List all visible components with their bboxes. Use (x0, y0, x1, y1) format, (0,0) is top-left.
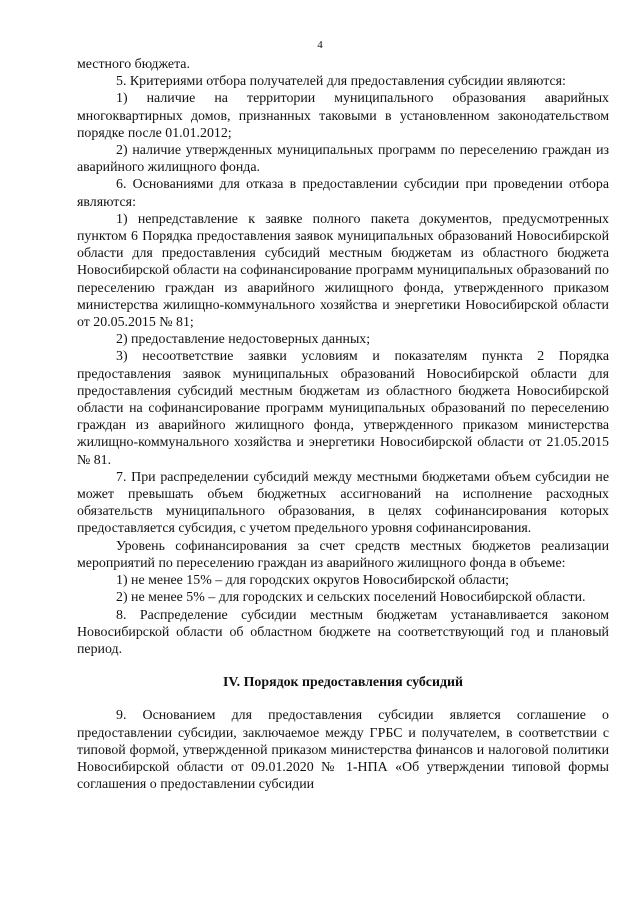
paragraph-item-6-2: 2) предоставление недостоверных данных; (116, 332, 371, 348)
paragraph-item-6: 6. Основаниями для отказа в предоставлении субсидии при проведении отбора являются: (77, 177, 609, 210)
paragraph-cofinancing-2: 2) не менее 5% – для городских и сельских поселений Новосибирской области. (116, 590, 586, 606)
paragraph-item-8: 8. Распределение субсидии местным бюджетам устанавливается законом Новосибирской области об областном бюджете на соответствующий год и плановый период. (77, 607, 609, 657)
paragraph-item-5-1: 1) наличие на территории муниципального образования аварийных многоквартирных домов, признанных таковыми в установленном законодательством порядке после 01.01.2012; (77, 91, 609, 141)
section-heading: IV. Порядок предоставления субсидий (223, 675, 463, 691)
paragraph-cofinancing-level: Уровень софинансирования за счет средств местных бюджетов реализации мероприятий по переселению граждан из аварийного жилищного фонда в объеме: (77, 538, 609, 571)
paragraph-cofinancing-1: 1) не менее 15% – для городских округов Новосибирской области; (116, 573, 509, 589)
paragraph-item-5: 5. Критериями отбора получателей для предоставления субсидии являются: (116, 74, 566, 90)
paragraph-item-6-3: 3) несоответствие заявки условиям и показателям пункта 2 Порядка предоставления заявок муниципальных образований Новосибирской области для предоставления субсидий местным бюджетам из областного бюджета Новосибирской области на софинансирование программ муниципальных образований по переселению граждан из аварийного жилищного фонда, утвержденного приказом министерства жилищно-коммунального хозяйства и энергетики Новосибирской области от 21.05.2015 № 81. (77, 349, 609, 468)
document-body (77, 56, 609, 793)
paragraph-item-5-2: 2) наличие утвержденных муниципальных программ по переселению граждан из аварийного жилищного фонда. (77, 143, 609, 176)
paragraph-item-7: 7. При распределении субсидий между местными бюджетами объем субсидии не может превышать объем бюджетных ассигнований на исполнение расходных обязательств муниципального образования, в целях софинансирования которых предоставляется субсидия, с учетом предельного уровня софинансирования. (77, 469, 609, 537)
paragraph-continuation: местного бюджета. (77, 57, 190, 72)
paragraph-item-9: 9. Основанием для предоставления субсидии является соглашение о предоставлении субсидии, заключаемое между ГРБС и получателем, в соответствии с типовой формой, утвержденной приказом министерства финансов и налоговой политики Новосибирской области от 09.01.2020 № 1-НПА «Об утверждении типовой формы соглашения о предоставлении субсидии (77, 708, 609, 793)
paragraph-item-6-1: 1) непредставление к заявке полного пакета документов, предусмотренных пунктом 6 Порядка предоставления заявок муниципальных образований Новосибирской области для предоставления субсидий местным бюджетам из областного бюджета Новосибирской области на софинансирование программ муниципальных образований по переселению граждан из аварийного жилищного фонда, утвержденного приказом министерства жилищно-коммунального хозяйства и энергетики Новосибирской области от 20.05.2015 № 81; (77, 211, 609, 331)
page-number: 4 (317, 39, 323, 51)
